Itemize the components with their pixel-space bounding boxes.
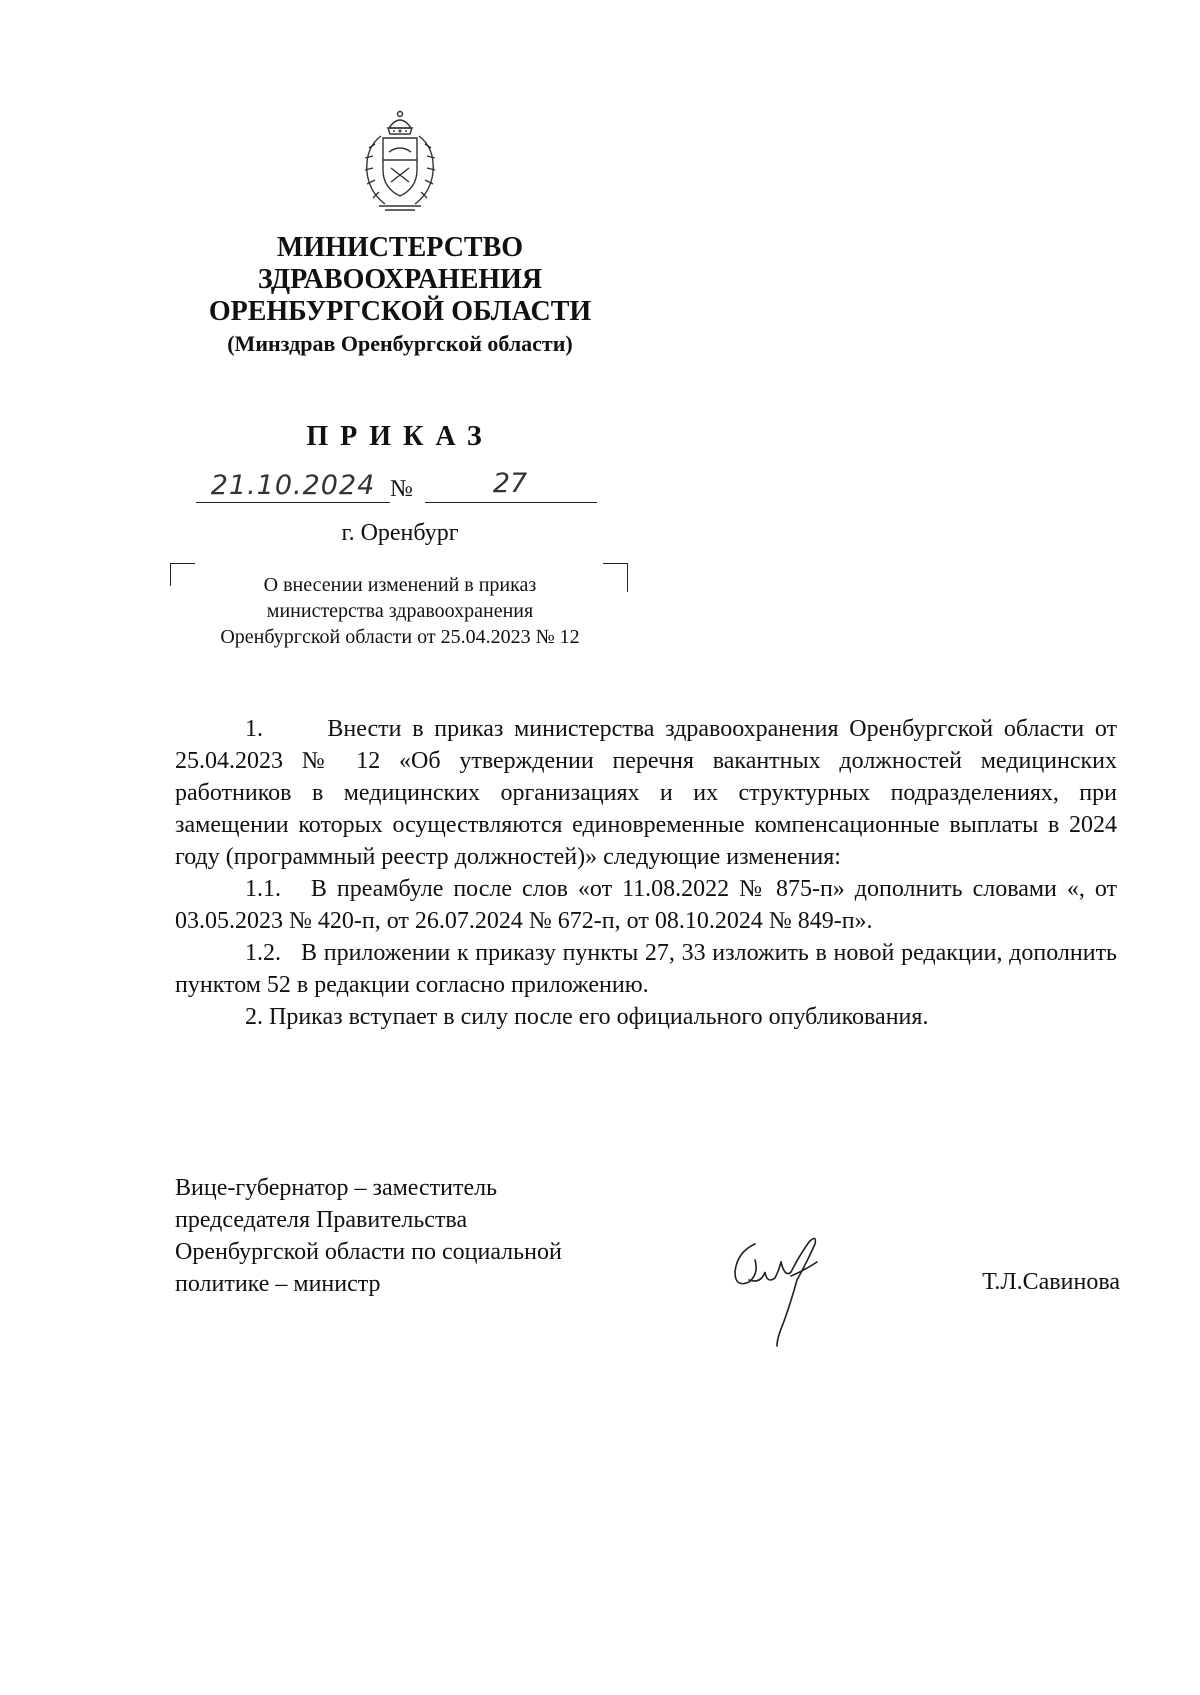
coat-of-arms-icon	[355, 108, 445, 216]
number-underline	[425, 502, 597, 503]
order-date: 21.10.2024	[210, 470, 376, 501]
signer-position	[175, 1172, 655, 1300]
ministry-name-line3: ОРЕНБУРГСКОЙ ОБЛАСТИ	[208, 296, 592, 327]
city: г. Оренбург	[341, 520, 459, 546]
clause-2: 2. Приказ вступает в силу после его официального опубликования.	[245, 1004, 929, 1030]
signer-position-line3: Оренбургской области по социальной	[175, 1239, 562, 1265]
clause-1-2: 1.2. В приложении к приказу пункты 27, 33 изложить в новой редакции, дополнить пунктом 52 в редакции согласно приложению.	[175, 940, 1117, 998]
document-type-title: ПРИКАЗ	[306, 421, 494, 452]
subject-line3: Оренбургской области от 25.04.2023 № 12	[220, 626, 580, 648]
ministry-name-line2: ЗДРАВООХРАНЕНИЯ	[257, 264, 543, 295]
handwritten-signature-icon	[725, 1232, 845, 1350]
subject-line2: министерства здравоохранения	[266, 600, 534, 622]
clause-1-1: 1.1. В преамбуле после слов «от 11.08.2022 № 875-п» дополнить словами «, от 03.05.2023 № 420-п, от 26.07.2024 № 672-п, от 08.10.2024 № 849-п».	[175, 876, 1117, 934]
signer-position-line4: политике – министр	[175, 1271, 381, 1297]
order-body	[175, 713, 1117, 1033]
signer-name: Т.Л.Савинова	[982, 1269, 1120, 1295]
ministry-short-name: (Минздрав Оренбургской области)	[227, 331, 573, 356]
order-number: 27	[492, 468, 528, 499]
signer-position-line1: Вице-губернатор – заместитель	[175, 1175, 498, 1201]
clause-1: 1. Внести в приказ министерства здравоохранения Оренбургской области от 25.04.2023 № 12 «Об утверждении перечня вакантных должностей медицинских работников в медицинских организациях и их структурных подразделениях, при замещении которых осуществляются единовременные компенсационные выплаты в 2024 году (программный реестр должностей)» следующие изменения:	[175, 716, 1117, 870]
date-underline	[196, 502, 390, 503]
order-subject	[180, 572, 620, 650]
subject-line1: О внесении изменений в приказ	[263, 574, 537, 596]
signer-position-line2: председателя Правительства	[175, 1207, 468, 1233]
ministry-name-line1: МИНИСТЕРСТВО	[276, 232, 524, 263]
number-sign: №	[390, 476, 413, 502]
